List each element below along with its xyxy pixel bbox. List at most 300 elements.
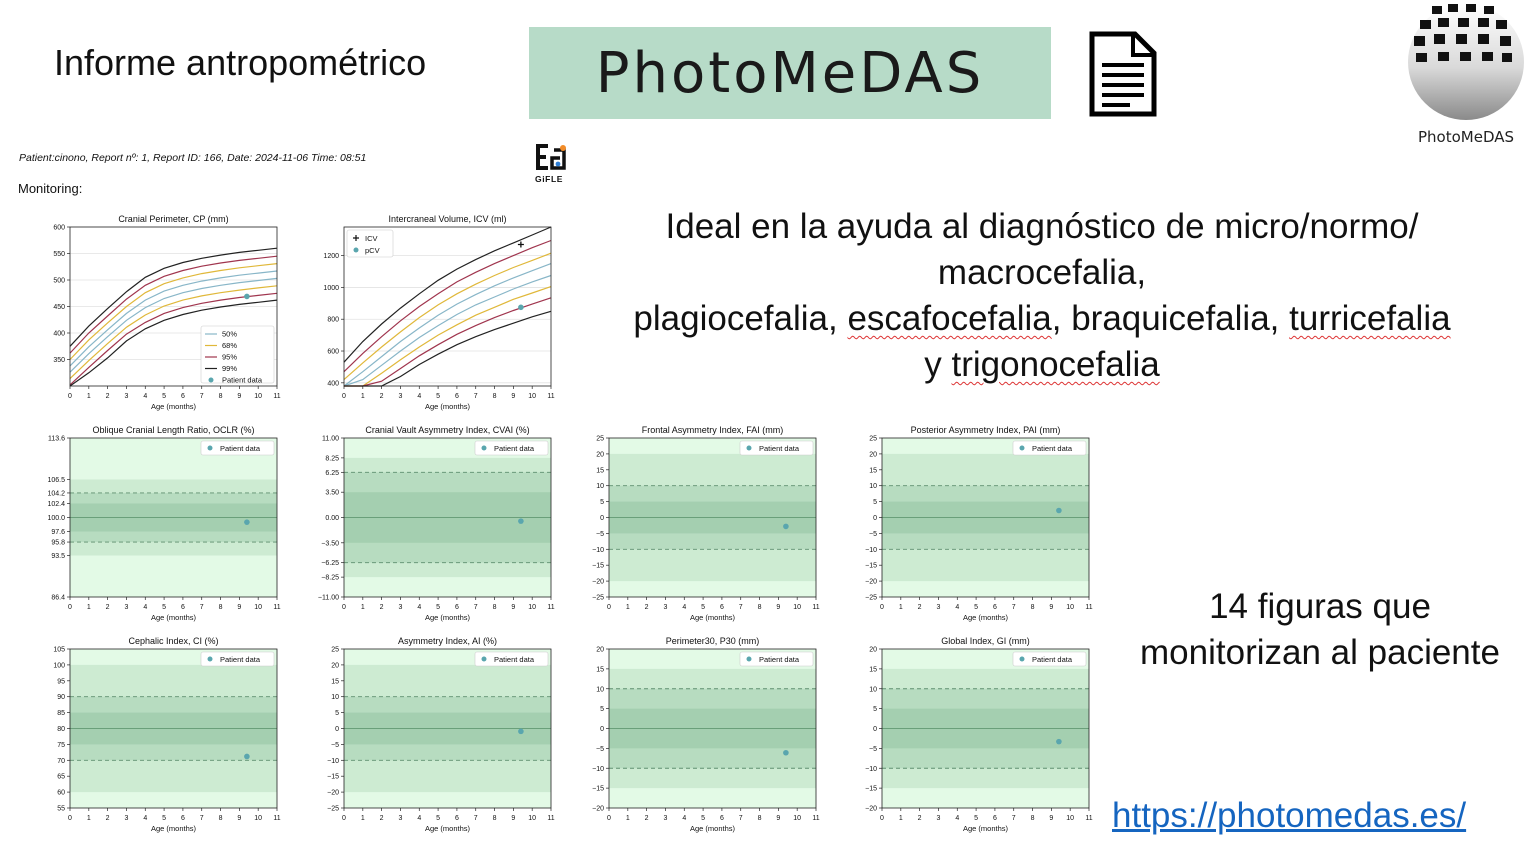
y-tick-label: 90 — [57, 694, 65, 702]
y-tick-label: 75 — [57, 741, 65, 749]
x-tick-label: 2 — [379, 604, 384, 611]
plot-area — [882, 649, 1089, 808]
patient-data-point — [783, 750, 789, 756]
y-tick-label: −25 — [592, 594, 604, 602]
y-tick-label: 97.6 — [51, 529, 65, 537]
y-tick-label: −5 — [596, 530, 604, 538]
legend-marker — [209, 378, 214, 383]
x-tick-label: 1 — [86, 393, 91, 400]
description-line: macrocefalia, — [937, 253, 1147, 292]
y-tick-label: −3.50 — [321, 540, 339, 548]
x-tick-label: 8 — [492, 604, 497, 611]
y-tick-label: 3.50 — [325, 489, 339, 497]
x-tick-label: 7 — [473, 393, 478, 400]
x-tick-label: 2 — [379, 815, 384, 822]
x-axis-label: Age (months) — [424, 824, 471, 833]
chart-title: Intercraneal Volume, ICV (ml) — [388, 214, 507, 224]
y-tick-label: 8.25 — [325, 455, 339, 463]
x-tick-label: 4 — [143, 393, 148, 400]
y-tick-label: −6.25 — [321, 560, 339, 568]
chart-cvai — [311, 421, 561, 636]
y-tick-label: −15 — [327, 773, 339, 781]
y-tick-label: −15 — [865, 562, 877, 570]
y-tick-label: −25 — [865, 594, 877, 602]
y-tick-label: 800 — [327, 316, 339, 324]
x-axis-label: Age (months) — [962, 824, 1009, 833]
chart-svg — [311, 421, 561, 631]
x-tick-label: 5 — [701, 815, 706, 822]
x-tick-label: 6 — [719, 815, 724, 822]
x-tick-label: 3 — [936, 815, 941, 822]
y-tick-label: 1200 — [323, 253, 339, 261]
legend — [1013, 652, 1086, 666]
chart-title: Perimeter30, P30 (mm) — [665, 636, 760, 646]
y-tick-label: 1000 — [323, 284, 339, 292]
x-tick-label: 0 — [880, 815, 884, 822]
chart-title: Cranial Vault Asymmetry Index, CVAI (%) — [365, 425, 530, 435]
y-tick-label: 10 — [331, 694, 339, 702]
legend-label: Patient data — [220, 655, 261, 664]
chart-title: Cephalic Index, CI (%) — [128, 636, 219, 646]
legend-marker — [747, 446, 752, 451]
x-tick-label: 5 — [974, 604, 979, 611]
y-tick-label: 85 — [57, 710, 65, 718]
banner-text: PhotoMeDAS — [595, 40, 985, 106]
legend-marker — [354, 248, 359, 253]
x-tick-label: 2 — [105, 393, 110, 400]
y-tick-label: 450 — [53, 304, 65, 311]
y-tick-label: 0 — [600, 515, 604, 522]
chart-svg — [37, 632, 287, 842]
y-tick-label: −15 — [865, 785, 877, 793]
legend — [740, 441, 813, 455]
legend-marker — [482, 446, 487, 451]
chart-svg — [37, 421, 287, 631]
y-tick-label: 105 — [53, 646, 65, 654]
legend-label: 99% — [222, 364, 238, 374]
plot-area — [609, 438, 816, 597]
monitoring-label: Monitoring: — [18, 181, 83, 196]
x-tick-label: 7 — [738, 815, 743, 822]
chart-title: Asymmetry Index, AI (%) — [397, 636, 498, 646]
x-tick-label: 10 — [254, 815, 263, 822]
x-tick-label: 10 — [793, 815, 802, 822]
x-tick-label: 7 — [199, 393, 204, 400]
y-tick-label: 10 — [869, 483, 877, 491]
x-axis-label: Age (months) — [150, 613, 197, 622]
x-tick-label: 8 — [492, 815, 497, 822]
y-tick-label: 6.25 — [325, 469, 339, 477]
x-tick-label: 4 — [417, 393, 422, 400]
chart-svg — [37, 210, 287, 420]
y-tick-label: −5 — [331, 741, 339, 749]
x-tick-label: 0 — [68, 815, 72, 822]
x-tick-label: 2 — [105, 604, 110, 611]
y-tick-label: 100.0 — [47, 515, 65, 522]
y-tick-label: 15 — [869, 666, 877, 674]
chart-fai — [576, 421, 826, 636]
x-tick-label: 6 — [992, 815, 997, 822]
x-tick-label: 4 — [143, 604, 148, 611]
legend-marker — [1020, 657, 1025, 662]
y-tick-label: −5 — [869, 745, 877, 753]
document-icon[interactable] — [1089, 31, 1157, 122]
x-tick-label: 9 — [1049, 604, 1054, 611]
y-tick-label: −10 — [592, 765, 604, 773]
legend-label: pCV — [365, 246, 380, 255]
description-line: plagiocefalia, escafocefalia, braquicefalia, turricefalia — [633, 299, 1451, 338]
legend — [201, 652, 274, 666]
y-tick-label: 600 — [53, 224, 65, 232]
x-tick-label: 3 — [124, 393, 129, 400]
chart-title: Cranial Perimeter, CP (mm) — [118, 214, 229, 224]
y-tick-label: 102.4 — [47, 500, 65, 508]
x-tick-label: 10 — [254, 604, 263, 611]
x-tick-label: 6 — [180, 393, 185, 400]
x-tick-label: 4 — [143, 815, 148, 822]
x-tick-label: 5 — [974, 815, 979, 822]
x-tick-label: 6 — [454, 393, 459, 400]
plot-area — [70, 649, 277, 808]
x-tick-label: 10 — [1066, 815, 1075, 822]
x-axis-label: Age (months) — [424, 402, 471, 411]
patient-data-point — [783, 524, 789, 530]
y-tick-label: −10 — [592, 546, 604, 554]
x-tick-label: 4 — [682, 604, 687, 611]
plot-area — [70, 438, 277, 597]
y-tick-label: 0.00 — [325, 515, 339, 522]
y-tick-label: 400 — [53, 330, 65, 338]
chart-intercraneal-volume — [311, 210, 561, 425]
x-tick-label: 6 — [719, 604, 724, 611]
x-axis-label: Age (months) — [962, 613, 1009, 622]
y-tick-label: 80 — [57, 726, 65, 733]
x-tick-label: 10 — [528, 815, 537, 822]
x-tick-label: 9 — [511, 604, 516, 611]
y-tick-label: 5 — [600, 706, 604, 714]
chart-asymmetry-index — [311, 632, 561, 847]
x-tick-label: 2 — [917, 604, 922, 611]
legend-label: ICV — [365, 234, 378, 243]
legend — [740, 652, 813, 666]
x-tick-label: 0 — [607, 815, 611, 822]
x-axis-label: Age (months) — [689, 824, 736, 833]
percentile-line — [344, 311, 551, 386]
figures-line: monitorizan al paciente — [1140, 633, 1500, 672]
y-tick-label: 5 — [873, 499, 877, 507]
percentile-line — [344, 287, 551, 386]
x-tick-label: 3 — [398, 815, 403, 822]
x-tick-label: 8 — [492, 393, 497, 400]
percentile-line — [344, 264, 551, 386]
legend — [347, 230, 393, 257]
x-tick-label: 8 — [218, 393, 223, 400]
x-tick-label: 5 — [436, 393, 441, 400]
x-tick-label: 1 — [625, 815, 630, 822]
chart-global-index — [849, 632, 1099, 847]
y-tick-label: −10 — [865, 546, 877, 554]
x-axis-label: Age (months) — [689, 613, 736, 622]
photomedas-logo — [1396, 0, 1536, 150]
y-tick-label: 25 — [869, 435, 877, 443]
legend-label: Patient data — [494, 655, 535, 664]
y-tick-label: 5 — [600, 499, 604, 507]
x-tick-label: 0 — [342, 604, 346, 611]
x-axis-label: Age (months) — [150, 402, 197, 411]
gifle-logo — [534, 142, 568, 189]
x-tick-label: 5 — [436, 815, 441, 822]
y-tick-label: −15 — [592, 562, 604, 570]
x-tick-label: 2 — [644, 604, 649, 611]
y-tick-label: 0 — [600, 726, 604, 733]
x-tick-label: 7 — [738, 604, 743, 611]
x-tick-label: 5 — [162, 604, 167, 611]
y-tick-label: 11.00 — [322, 435, 339, 443]
y-tick-label: 15 — [331, 678, 339, 686]
photomedas-banner — [529, 27, 1051, 119]
x-tick-label: 3 — [124, 815, 129, 822]
x-tick-label: 1 — [360, 604, 365, 611]
chart-title: Oblique Cranial Length Ratio, OCLR (%) — [92, 425, 255, 435]
patient-data-point — [518, 729, 524, 735]
y-tick-label: 5 — [873, 706, 877, 714]
x-axis-label: Age (months) — [424, 613, 471, 622]
legend-label: Patient data — [222, 375, 263, 385]
chart-svg — [576, 632, 826, 842]
chart-svg — [311, 210, 561, 420]
x-tick-label: 9 — [237, 604, 242, 611]
x-tick-label: 4 — [682, 815, 687, 822]
y-tick-label: 20 — [869, 451, 877, 459]
x-tick-label: 8 — [218, 604, 223, 611]
x-tick-label: 1 — [360, 393, 365, 400]
y-tick-label: −15 — [592, 785, 604, 793]
x-tick-label: 6 — [454, 604, 459, 611]
x-tick-label: 9 — [776, 604, 781, 611]
y-tick-label: 100 — [53, 662, 65, 670]
patient-data-point — [244, 294, 250, 300]
legend — [475, 652, 548, 666]
x-tick-label: 8 — [1030, 815, 1035, 822]
y-tick-label: −20 — [592, 805, 604, 813]
x-tick-label: 0 — [68, 393, 72, 400]
x-tick-label: 11 — [1085, 815, 1093, 822]
y-tick-label: −8.25 — [321, 574, 339, 582]
x-tick-label: 3 — [663, 815, 668, 822]
y-tick-label: −20 — [865, 805, 877, 813]
chart-cephalic-index — [37, 632, 287, 847]
y-tick-label: 0 — [873, 726, 877, 733]
chart-title: Posterior Asymmetry Index, PAI (mm) — [910, 425, 1061, 435]
x-tick-label: 11 — [547, 815, 555, 822]
y-tick-label: 15 — [596, 467, 604, 475]
y-tick-label: 113.6 — [48, 435, 65, 443]
patient-data-point — [244, 519, 250, 525]
patient-data-point — [1056, 508, 1062, 514]
x-tick-label: 7 — [1011, 815, 1016, 822]
legend-label: Patient data — [759, 655, 800, 664]
x-tick-label: 9 — [776, 815, 781, 822]
chart-oclr — [37, 421, 287, 636]
x-tick-label: 3 — [124, 604, 129, 611]
legend-label: Patient data — [220, 444, 261, 453]
chart-title: Global Index, GI (mm) — [941, 636, 1030, 646]
x-tick-label: 7 — [199, 815, 204, 822]
chart-perimeter30 — [576, 632, 826, 847]
x-tick-label: 9 — [511, 815, 516, 822]
y-tick-label: 10 — [596, 483, 604, 491]
logo-text: PhotoMeDAS — [1417, 128, 1515, 146]
x-tick-label: 7 — [199, 604, 204, 611]
x-tick-label: 0 — [607, 604, 611, 611]
legend-label: 68% — [222, 341, 238, 351]
patient-data-point — [244, 754, 250, 760]
x-tick-label: 11 — [547, 604, 555, 611]
gifle-text: GiFLE — [535, 174, 564, 184]
x-tick-label: 3 — [663, 604, 668, 611]
x-tick-label: 7 — [1011, 604, 1016, 611]
patient-data-point — [518, 518, 524, 524]
x-tick-label: 4 — [417, 604, 422, 611]
x-tick-label: 3 — [398, 604, 403, 611]
y-tick-label: 500 — [53, 277, 65, 285]
chart-svg — [311, 632, 561, 842]
y-tick-label: −20 — [327, 789, 339, 797]
x-tick-label: 11 — [812, 604, 820, 611]
x-tick-label: 11 — [273, 815, 281, 822]
figures-caption — [1110, 584, 1530, 676]
y-tick-label: 86.4 — [51, 594, 65, 602]
y-tick-label: 600 — [327, 348, 339, 356]
x-tick-label: 9 — [237, 393, 242, 400]
legend-marker — [482, 657, 487, 662]
y-tick-label: 25 — [331, 646, 339, 654]
y-tick-label: 400 — [327, 380, 339, 388]
y-tick-label: 20 — [596, 451, 604, 459]
x-tick-label: 11 — [273, 393, 281, 400]
y-tick-label: −5 — [869, 530, 877, 538]
chart-svg — [849, 632, 1099, 842]
y-tick-label: 60 — [57, 789, 65, 797]
legend — [201, 326, 274, 385]
chart-svg — [576, 421, 826, 631]
patient-info: Patient:cinono, Report nº: 1, Report ID: 166, Date: 2024-11-06 Time: 08:51 — [19, 152, 367, 164]
x-tick-label: 7 — [473, 815, 478, 822]
x-tick-label: 10 — [528, 393, 537, 400]
y-tick-label: 20 — [869, 646, 877, 654]
x-tick-label: 10 — [528, 604, 537, 611]
y-tick-label: 106.5 — [47, 477, 65, 485]
x-tick-label: 3 — [398, 393, 403, 400]
x-tick-label: 1 — [86, 815, 91, 822]
legend — [201, 441, 274, 455]
x-tick-label: 5 — [162, 393, 167, 400]
x-tick-label: 6 — [180, 604, 185, 611]
y-tick-label: 95 — [57, 678, 65, 686]
x-tick-label: 1 — [86, 604, 91, 611]
y-tick-label: 10 — [596, 686, 604, 694]
y-tick-label: −20 — [865, 578, 877, 586]
x-tick-label: 0 — [342, 393, 346, 400]
x-tick-label: 11 — [273, 604, 281, 611]
x-tick-label: 8 — [1030, 604, 1035, 611]
y-tick-label: 550 — [53, 251, 65, 258]
y-tick-label: −10 — [865, 765, 877, 773]
x-tick-label: 1 — [898, 604, 903, 611]
legend-label: 95% — [222, 352, 238, 362]
patient-data-point — [1056, 739, 1062, 745]
x-tick-label: 6 — [992, 604, 997, 611]
legend-marker — [1020, 446, 1025, 451]
y-tick-label: 70 — [57, 757, 65, 765]
figures-line: 14 figuras que — [1209, 587, 1431, 626]
x-tick-label: 2 — [379, 393, 384, 400]
chart-title: Frontal Asymmetry Index, FAI (mm) — [641, 425, 784, 435]
x-axis-label: Age (months) — [150, 824, 197, 833]
legend-label: Patient data — [759, 444, 800, 453]
x-tick-label: 6 — [454, 815, 459, 822]
y-tick-label: 95.8 — [51, 539, 65, 547]
x-tick-label: 11 — [1085, 604, 1093, 611]
y-tick-label: −20 — [592, 578, 604, 586]
x-tick-label: 4 — [955, 604, 960, 611]
x-tick-label: 11 — [547, 393, 555, 400]
x-tick-label: 2 — [105, 815, 110, 822]
description-line: Ideal en la ayuda al diagnóstico de micro/normo/ — [665, 207, 1419, 246]
legend — [1013, 441, 1086, 455]
y-tick-label: 0 — [335, 726, 339, 733]
x-tick-label: 8 — [757, 815, 762, 822]
x-tick-label: 10 — [254, 393, 263, 400]
website-link[interactable]: https://photomedas.es/ — [1112, 796, 1467, 835]
y-tick-label: −5 — [596, 745, 604, 753]
description-text — [586, 204, 1498, 388]
x-tick-label: 0 — [880, 604, 884, 611]
x-tick-label: 1 — [625, 604, 630, 611]
y-tick-label: −11.00 — [317, 594, 339, 602]
chart-pai — [849, 421, 1099, 636]
x-tick-label: 1 — [898, 815, 903, 822]
x-tick-label: 9 — [1049, 815, 1054, 822]
x-tick-label: 0 — [68, 604, 72, 611]
x-tick-label: 4 — [955, 815, 960, 822]
plot-area — [609, 649, 816, 808]
y-tick-label: 15 — [869, 467, 877, 475]
x-tick-label: 9 — [511, 393, 516, 400]
y-tick-label: 55 — [57, 805, 65, 813]
x-tick-label: 5 — [436, 604, 441, 611]
y-tick-label: −25 — [327, 805, 339, 813]
legend-label: Patient data — [494, 444, 535, 453]
y-tick-label: 0 — [873, 515, 877, 522]
y-tick-label: 104.2 — [47, 490, 65, 498]
x-tick-label: 2 — [644, 815, 649, 822]
x-tick-label: 8 — [218, 815, 223, 822]
x-tick-label: 7 — [473, 604, 478, 611]
y-tick-label: 65 — [57, 773, 65, 781]
x-tick-label: 0 — [342, 815, 346, 822]
x-tick-label: 10 — [1066, 604, 1075, 611]
x-tick-label: 11 — [812, 815, 820, 822]
chart-cranial-perimeter — [37, 210, 287, 425]
plot-area — [344, 649, 551, 808]
y-tick-label: 20 — [596, 646, 604, 654]
y-tick-label: 20 — [331, 662, 339, 670]
icv-marker — [518, 241, 524, 247]
legend-marker — [208, 446, 213, 451]
x-tick-label: 4 — [417, 815, 422, 822]
x-tick-label: 2 — [917, 815, 922, 822]
